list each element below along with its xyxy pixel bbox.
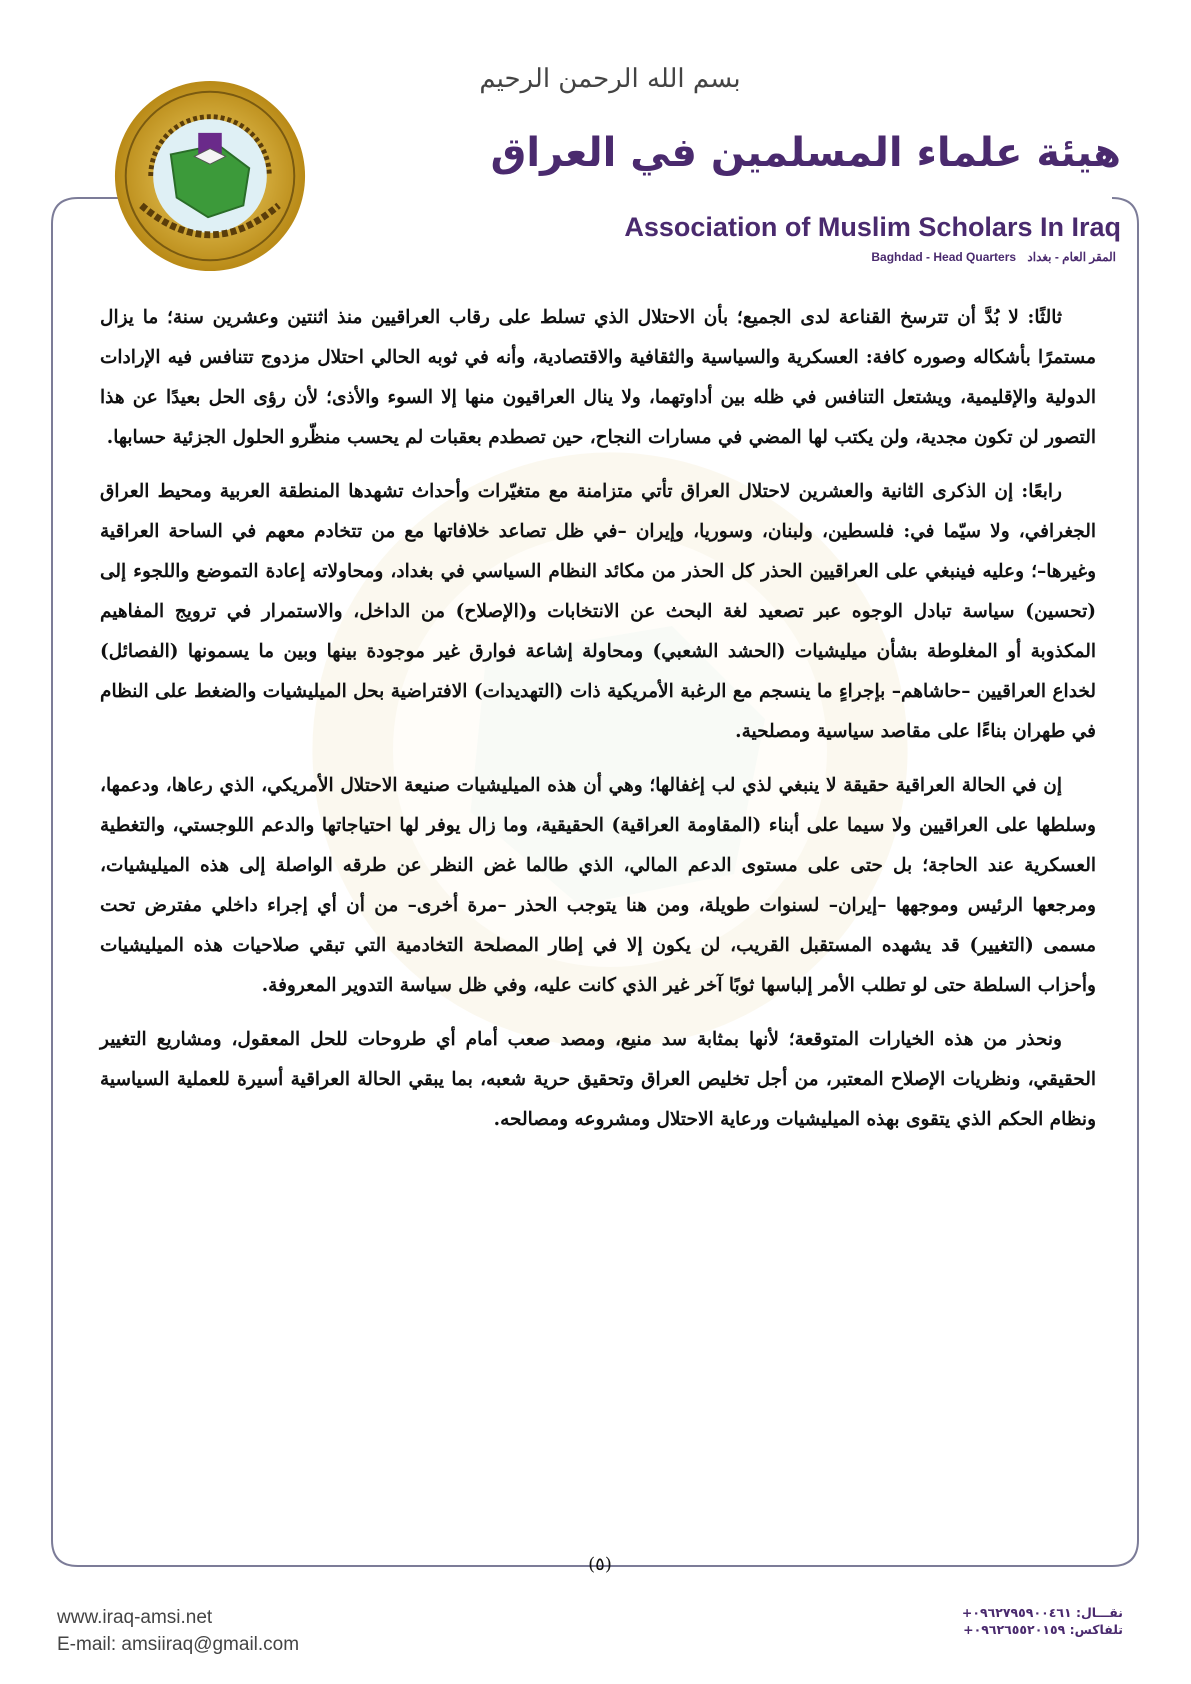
mobile-number: نقـــال: ٠٩٦٢٧٩٥٩٠٠٤٦١+ — [961, 1605, 1123, 1620]
paragraph-third: ثالثًا: لا بُدَّ أن تترسخ القناعة لدى الجميع؛ بأن الاحتلال الذي تسلط على رقاب العراقيين منذ اثنتين وعشرين سنة؛ ما يزال مستمرًا بأشكاله وصوره كافة: العسكرية والسياسية والثقافية والاقتصادية، وأنه في ثوبه الحالي احتلال مزدوج تتنافس فيه الإرادات الدولية والإقليمية، ويشتعل التنافس في ظله بين أداوتهما، ولا ينال العراقيون منها إلا السوء والأذى؛ لأن رؤى الحل بعيدًا عن هذا التصور لن تكون مجدية، ولن يكتب لها المضي في مسارات النجاح، حين تصطدم بعقبات لم يحسب منظّرو الحلول الجزئية حسابها. — [100, 307, 1096, 448]
footer-contact-web — [57, 1604, 299, 1658]
org-name-english: Association of Muslim Scholars In Iraq — [624, 212, 1121, 242]
fax-number: تلفاكس: ٠٩٦٢٦٥٥٢٠١٥٩+ — [963, 1622, 1123, 1637]
hq-english: Baghdad - Head Quarters — [871, 250, 1017, 264]
basmala: بسم الله الرحمن الرحيم — [479, 64, 741, 94]
paragraph-reality: إن في الحالة العراقية حقيقة لا ينبغي لذي لب إغفالها؛ وهي أن هذه الميليشيات صنيعة الاحتلال الأمريكي، الذي رعاها، ودعمها، وسلطها على العراقيين ولا سيما على أبناء (المقاومة العراقية) الحقيقية، وما زال يوفر لها احتياجاتها والدعم اللوجستي، والتغطية العسكرية عند الحاجة؛ بل حتى على مستوى الدعم المالي، الذي طالما غض النظر عن طرقه الواصلة إلى هذه الميليشيات، ومرجعها الرئيس وموجهها –إيران– لسنوات طويلة، ومن هنا يتوجب الحذر –مرة أخرى– من أن أي إجراء داخلي مفترض تحت مسمى (التغيير) قد يشهده المستقبل القريب، لن يكون إلا في إطار المصلحة التخادمية التي تبقي صلاحيات هذه الميليشيات وأحزاب السلطة حتى لو تطلب الأمر إلباسها ثوبًا آخر غير الذي كانت عليه، وفي ظل سياسة التدوير المعروفة. — [100, 775, 1096, 996]
document-body — [100, 298, 1096, 1154]
email-link[interactable]: E-mail: amsiiraq@gmail.com — [57, 1634, 300, 1655]
page-number: (٥) — [588, 1554, 612, 1575]
footer-contact-phone — [962, 1604, 1123, 1638]
paragraph-warning: ونحذر من هذه الخيارات المتوقعة؛ لأنها بمثابة سد منيع، ومصد صعب أمام أي طروحات للحل المعقول، ومشاريع التغيير الحقيقي، ونظريات الإصلاح المعتبر، من أجل تخليص العراق وتحقيق حرية شعبه، بما يبقي الحالة العراقية أسيرة للعملية السياسية ونظام الحكم الذي يتقوى بهذه الميليشيات ورعاية الاحتلال ومشروعه ومصالحه. — [100, 1029, 1096, 1130]
website-link[interactable]: www.iraq-amsi.net — [57, 1607, 213, 1628]
association-emblem-icon — [112, 78, 308, 274]
paragraph-fourth: رابعًا: إن الذكرى الثانية والعشرين لاحتلال العراق تأتي متزامنة مع متغيّرات وأحداث تشهدها المنطقة العربية ومحيط العراق الجغرافي، ولا سيّما في: فلسطين، ولبنان، وسوريا، وإيران –في ظل تصاعد خلافاتها مع من تتخادم معهم في الساحة العراقية وغيرها–؛ وعليه فينبغي على العراقيين الحذر كل الحذر من مكائد النظام السياسي في بغداد، ومحاولاته إعادة التموضع واللجوء إلى (تحسين) سياسة تبادل الوجوه عبر تصعيد لغة البحث عن الانتخابات و(الإصلاح) من الداخل، والاستمرار في ترويج المفاهيم المكذوبة أو المغلوطة بشأن ميليشيات (الحشد الشعبي) ومحاولة إشاعة فوارق غير موجودة بينها وبين ما يسمونها (الفصائل) لخداع العراقيين –حاشاهم– بإجراءٍ ما ينسجم مع الرغبة الأمريكية ذات (التهديدات) الافتراضية بحل الميليشيات والضغط على النظام في طهران بناءًا على مقاصد سياسية ومصلحية. — [100, 481, 1096, 742]
hq-arabic: المقر العام - بغداد — [1027, 250, 1116, 264]
org-name-arabic: هيئة علماء المسلمين في العراق — [490, 130, 1121, 176]
head-quarters-line — [863, 250, 1116, 264]
